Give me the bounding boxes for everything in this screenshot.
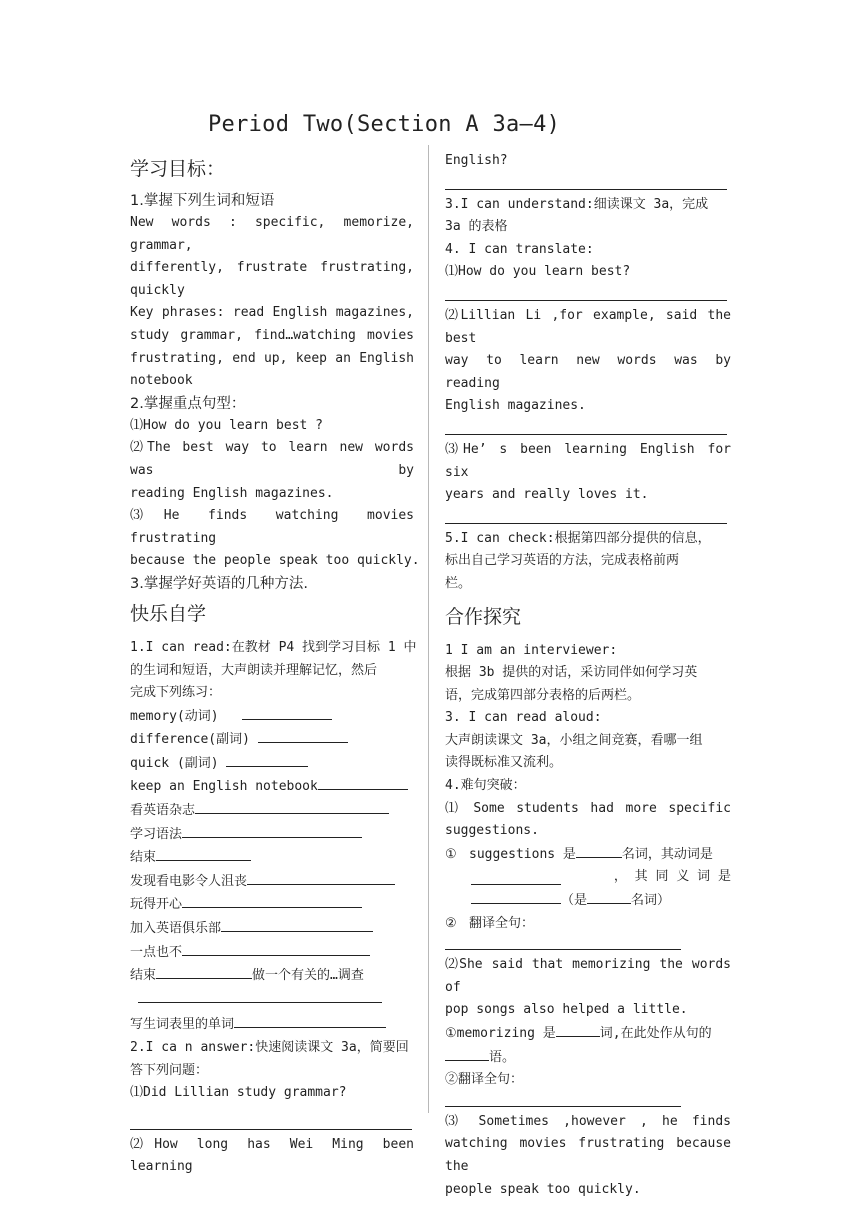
page-title: Period Two(Section A 3a—4)	[208, 112, 561, 137]
answer-blank[interactable]	[258, 728, 348, 743]
question-2: ⑵How long has Wei Ming been learning	[130, 1136, 414, 1175]
answer-blank[interactable]	[471, 870, 561, 885]
interview-line: 语，完成第四部分表格的后两栏。	[445, 687, 641, 703]
answer-blank[interactable]	[182, 941, 370, 956]
vocab-item: difference(副词)	[130, 728, 414, 752]
answer-blank[interactable]	[234, 1013, 386, 1028]
translate-2-line: way to learn new words was by reading	[445, 353, 731, 391]
answer-instruction-line: 答下列问题：	[130, 1062, 209, 1078]
interview-line: 根据 3b 提供的对话，采访同伴如何学习英	[445, 665, 698, 681]
sentence-1-question: （是 名词）	[445, 889, 731, 913]
translate-3-line: ⑶He’ s been learning English for six	[445, 441, 731, 480]
check-line: 标出自己学习英语的方法，完成表格前两	[445, 553, 680, 569]
goal-1-phrases-line: frustrating, end up, keep an English	[130, 350, 414, 366]
goal-1-title: 1.掌握下列生词和短语	[130, 193, 275, 209]
read-instruction-line: 完成下列练习：	[130, 685, 222, 701]
sentence-3-line: ⑶ Sometimes ,however , he finds	[445, 1113, 731, 1129]
difficult-sentences-title: 4.难句突破：	[445, 778, 526, 794]
sentence-3-line: watching movies frustrating because the	[445, 1136, 731, 1174]
sentence-1-question: ， 其 同 义 词 是	[445, 866, 731, 889]
understand-line: 3a 的表格	[445, 219, 508, 235]
answer-blank[interactable]	[445, 1046, 489, 1061]
column-divider	[428, 145, 429, 1113]
goal-1-words-line: New words : specific, memorize, grammar,	[130, 215, 414, 253]
goal-1-words-line: differently, frustrate frustrating,	[130, 260, 414, 276]
answer-blank[interactable]	[182, 823, 362, 838]
vocab-item: 结束 做一个有关的…调查	[130, 964, 414, 988]
answer-blank[interactable]	[242, 705, 332, 720]
vocab-item: 结束	[130, 846, 414, 870]
answer-blank[interactable]	[471, 889, 561, 904]
sentence-3-line: people speak too quickly.	[445, 1181, 641, 1197]
goal-1-words-line: quickly	[130, 282, 185, 298]
self-study-heading: 快乐自学	[130, 602, 207, 625]
answer-blank[interactable]	[221, 917, 373, 932]
check-line: 栏。	[445, 575, 472, 591]
read-aloud-line: 大声朗读课文 3a，小组之间竞赛，看哪一组	[445, 732, 703, 748]
understand-line: 3.I can understand:细读课文 3a，完成	[445, 196, 709, 212]
goal-2-title: 2.掌握重点句型：	[130, 395, 246, 412]
answer-blank[interactable]	[182, 893, 362, 908]
vocab-item: 发现看电影令人沮丧	[130, 870, 414, 894]
sentence-2-question: 语。	[445, 1046, 731, 1070]
answer-blank[interactable]	[576, 843, 622, 858]
sentence-1-translate: ② 翻译全句：	[445, 915, 535, 931]
sentence-2-question: ①memorizing 是 词,在此处作从句的	[445, 1022, 731, 1046]
question-2-continued: English?	[445, 153, 508, 168]
cooperation-heading: 合作探究	[445, 605, 522, 628]
goal-2-line: ⑴How do you learn best ?	[130, 417, 324, 433]
check-line: 5.I can check:根据第四部分提供的信息，	[445, 530, 711, 546]
translate-2-line: English magazines.	[445, 398, 586, 414]
vocab-item: 一点也不	[130, 941, 414, 965]
vocab-item: 写生词表里的单词	[130, 1013, 414, 1037]
goal-3-title: 3.掌握学好英语的几种方法.	[130, 575, 308, 592]
goal-1-phrases-line: study grammar, find…watching movies	[130, 327, 414, 343]
translate-2-line: ⑵Lillian Li ,for example, said the best	[445, 307, 731, 346]
goal-1-phrases-line: Key phrases: read English magazines,	[130, 305, 414, 321]
translate-line: 4. I can translate:	[445, 241, 594, 257]
goal-1-phrases-line: notebook	[130, 373, 193, 389]
vocab-item: 加入英语俱乐部	[130, 917, 414, 941]
answer-blank[interactable]	[226, 752, 308, 767]
question-1: ⑴Did Lillian study grammar?	[130, 1085, 347, 1101]
goals-heading: 学习目标：	[130, 158, 226, 180]
vocab-item: keep an English notebook	[130, 775, 414, 799]
answer-blank[interactable]	[156, 964, 252, 979]
answer-blank[interactable]	[247, 870, 395, 885]
sentence-1-line: suggestions.	[445, 823, 539, 839]
answer-instruction-line: 2.I ca n answer:快速阅读课文 3a，简要回	[130, 1040, 409, 1055]
answer-line[interactable]	[130, 988, 414, 1012]
read-instruction-line: 1.I can read:在教材 P4 找到学习目标 1 中	[130, 639, 417, 655]
sentence-1-question: ① suggestions 是 名词，其动词是	[445, 843, 731, 867]
goal-2-line: ⑵The best way to learn new words was by	[130, 440, 414, 478]
read-instruction-line: 的生词和短语，大声朗读并理解记忆，然后	[130, 662, 378, 678]
sentence-2-line: ⑵She said that memorizing the words of	[445, 957, 731, 995]
answer-blank[interactable]	[587, 889, 631, 904]
sentence-1-line: ⑴ Some students had more specific	[445, 800, 731, 816]
answer-blank[interactable]	[156, 846, 251, 861]
translate-1: ⑴How do you learn best?	[445, 264, 631, 280]
read-aloud-line: 读得既标准又流利。	[445, 755, 563, 771]
answer-blank[interactable]	[195, 799, 389, 814]
answer-blank[interactable]	[556, 1022, 600, 1037]
interview-line: 1 I am an interviewer:	[445, 642, 618, 658]
translate-3-line: years and really loves it.	[445, 487, 649, 503]
sentence-2-line: pop songs also helped a little.	[445, 1002, 688, 1018]
vocab-item: 学习语法	[130, 823, 414, 847]
vocab-item: memory(动词)	[130, 705, 414, 729]
vocab-item: 看英语杂志	[130, 799, 414, 823]
goal-2-line: because the people speak too quickly.	[130, 553, 420, 569]
left-column	[130, 150, 420, 1179]
sentence-2-translate: ②翻译全句：	[445, 1072, 524, 1088]
vocab-item: 玩得开心	[130, 893, 414, 917]
vocab-item: quick (副词)	[130, 752, 414, 776]
right-column	[445, 150, 731, 1201]
goal-2-line: reading English magazines.	[130, 485, 334, 501]
read-aloud-line: 3. I can read aloud:	[445, 710, 602, 726]
answer-blank[interactable]	[318, 775, 408, 790]
goal-2-line: ⑶He finds watching movies frustrating	[130, 508, 414, 546]
